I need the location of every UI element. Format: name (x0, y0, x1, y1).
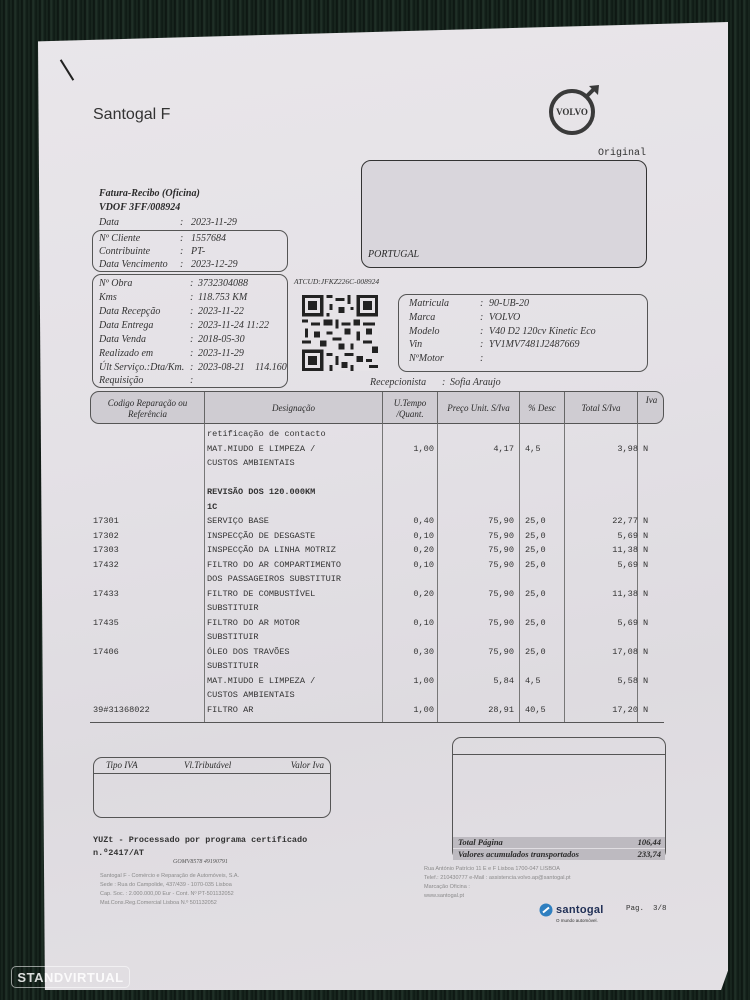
table-row: SUBSTITUIR (207, 632, 259, 642)
atcud-code: ATCUD:JFKZ226C-008924 (294, 277, 380, 286)
table-row: SUBSTITUIR (207, 603, 259, 613)
col-code-header: Codigo Reparação ou Referência (91, 392, 205, 425)
receptionist-label: Recepcionista (370, 377, 427, 388)
vehicle-info-box: Matricula : 90-UB-20 Marca : VOLVO Modelo : V40 D2 120cv Kinetic Eco Vin : YV1MV7481J2487669 NºMotor : (398, 294, 648, 372)
receptionist-name: Sofia Araujo (450, 377, 501, 388)
table-row-section-title: REVISÃO DOS 120.000KM (207, 487, 316, 497)
work-order-box: Nº Obra : 3732304088 Kms : 118.753 KM Data Recepção : 2023-11-22 Data Entrega : 2023-11-24 11:22 Data Venda : 2018-05-30 Realizado em : 2023-11-29 Últ Serviço.:Dta/Km. : 2023-08-21 114.160 Requisição : (92, 274, 288, 388)
table-row: MAT.MIUDO E LIMPEZA / 1,00 5,84 4,5 5,58 N (207, 675, 649, 686)
page-number: Pag. 3/8 (626, 905, 667, 913)
items-table (90, 391, 664, 723)
volvo-logo-icon (546, 82, 602, 138)
table-row: 17302 INSPECÇÃO DE DESGASTE 0,10 75,90 25,0 5,69 N (93, 530, 649, 541)
santogal-tagline: O mundo automóvel. (556, 918, 598, 923)
table-row: 17301 SERVIÇO BASE 0,40 75,90 25,0 22,77 N (93, 516, 649, 526)
table-row: 39#31368022 FILTRO AR 1,00 28,91 40,5 17,20 N (93, 704, 649, 715)
table-header (90, 391, 664, 424)
table-row: 17432 FILTRO DO AR COMPARTIMENTO 0,10 75,90 25,0 5,69 N (93, 559, 649, 570)
branch-contact-info: Rua António Patrício 11 E e F Lisboa 1700-047 LISBOA Telef.: 210430777 e-Mail : assistencia.volvo.ap@santogal.pt Marcação Oficina : www.santogal.pt (424, 866, 571, 899)
company-name: Santogal F (93, 106, 171, 123)
document-codes: GOMV8578 49190791 (173, 859, 228, 865)
vat-summary-header: Tipo IVA Vl.Tributável Valor Iva (94, 758, 330, 774)
invoice-date: 2023-11-29 (191, 217, 237, 228)
copy-label: Original (598, 148, 647, 159)
document-number: VDOF 3FF/008924 (99, 202, 181, 213)
standvirtual-watermark: STANDVIRTUAL (11, 966, 130, 988)
company-legal-info: Santogal F - Comércio e Reparação de Automóveis, S.A. Sede : Rua do Campolide, 437/439 - 1070-035 Lisboa Cap. Soc. : 2.000.000,00 Eur - Cont. Nº PT-501132052 Mat.Cons.Reg.Comercial Lisboa N.º 501132052 (100, 873, 240, 906)
col-price-header: Preço Unit. S/Iva (438, 392, 520, 425)
invoice-date-row: Data : 2023-11-29 (99, 217, 237, 228)
col-iva-header: Iva (645, 395, 658, 405)
table-row: SUBSTITUIR (207, 661, 259, 671)
document-type: Fatura-Recibo (Oficina) (99, 188, 200, 199)
address-country: PORTUGAL (368, 249, 420, 260)
carried-total-row: Valores acumulados transportados 233,74 (453, 849, 665, 860)
table-row: 17303 INSPECÇÃO DA LINHA MOTRIZ 0,20 75,90 25,0 11,38 N (93, 545, 649, 555)
vat-summary-box (93, 757, 331, 818)
table-row (90, 473, 664, 488)
col-desc-header: Designação (205, 392, 383, 425)
table-row: MAT.MIUDO E LIMPEZA / 1,00 4,17 4,5 3,98 N (207, 443, 649, 454)
totals-box (452, 737, 666, 860)
carried-total-value: 233,74 (637, 849, 661, 859)
col-total-header: Total S/Iva (565, 392, 638, 425)
col-qty-header: U.Tempo /Quant. (383, 392, 438, 425)
table-row: CUSTOS AMBIENTAIS (207, 690, 295, 700)
svg-text:VOLVO: VOLVO (556, 107, 588, 117)
santogal-emblem-icon (539, 903, 553, 917)
table-row: DOS PASSAGEIROS SUBSTITUIR (207, 574, 342, 584)
table-row-section-subtitle: 1C (207, 501, 218, 512)
santogal-logo: santogal (539, 903, 604, 917)
qr-code-icon (302, 295, 378, 371)
table-row: retificação de contacto (207, 429, 326, 439)
table-row: CUSTOS AMBIENTAIS (207, 458, 295, 468)
table-row: 17435 FILTRO DO AR MOTOR 0,10 75,90 25,0 5,69 N (93, 617, 649, 628)
page-total-row: Total Página 106,44 (453, 837, 665, 848)
certification-note: YUZt - Processado por programa certificado n.º2417/AT (93, 835, 308, 858)
table-row: 17433 FILTRO DE COMBUSTÍVEL 0,20 75,90 25,0 11,38 N (93, 588, 649, 599)
client-info-box: Nº Cliente : 1557684 Contribuinte : PT- Data Vencimento : 2023-12-29 (92, 230, 288, 272)
page-total-value: 106,44 (637, 837, 661, 847)
col-disc-header: % Desc (520, 392, 565, 425)
table-row: 17406 ÓLEO DOS TRAVÕES 0,30 75,90 25,0 17,08 N (93, 646, 649, 657)
